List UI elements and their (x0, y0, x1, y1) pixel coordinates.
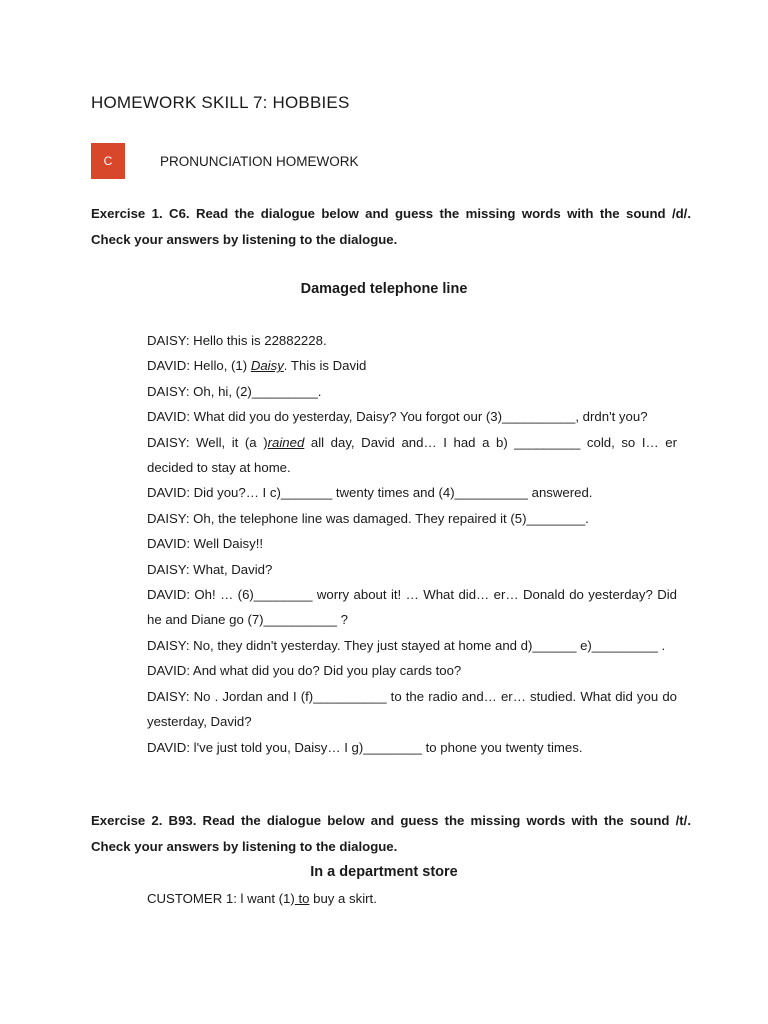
dialogue-line: yesterday, David? (147, 714, 252, 730)
answer-example: to (294, 891, 310, 906)
exercise-1-instructions (91, 201, 691, 253)
dialogue-line: DAISY: No . Jordan and I (f)__________ to the radio and… er… studied. What did you do (147, 688, 677, 704)
dialogue-line: he and Diane go (7)__________ ? (147, 612, 348, 628)
page-title: HOMEWORK SKILL 7: HOBBIES (91, 93, 350, 112)
section-label: PRONUNCIATION HOMEWORK (160, 153, 359, 169)
answer-example: Daisy (250, 358, 284, 374)
dialogue-text: . This is David (283, 358, 367, 374)
dialogue-text: DAISY: Well, it (a ) (147, 434, 268, 450)
dialogue-line: DAISY: What, David? (147, 561, 273, 577)
dialogue-text: all day, David and… I had a b) _________ cold, so I… er (304, 434, 677, 450)
dialogue-line: DAVID: What did you do yesterday, Daisy? You forgot our (3)__________, drdn't you? (147, 409, 648, 425)
dialogue-line (147, 430, 677, 455)
dialogue-line: DAISY: No, they didn't yesterday. They just stayed at home and d)______ e)_________ . (147, 637, 666, 653)
dialogue-1 (147, 328, 677, 760)
exercise-2-line-2: Check your answers by listening to the dialogue. (91, 839, 398, 854)
dialogue-text: DAVID: Hello, (1) (147, 358, 251, 374)
section-header (91, 143, 359, 179)
dialogue-text: buy a skirt. (309, 891, 377, 906)
answer-example: rained (267, 434, 305, 450)
dialogue-line: DAISY: Oh, the telephone line was damaged. They repaired it (5)________. (147, 510, 589, 526)
dialogue-line (147, 886, 677, 911)
exercise-2-instructions (91, 808, 691, 860)
exercise-2-line-1: Exercise 2. B93. Read the dialogue below and guess the missing words with the sound /t/. (91, 813, 691, 828)
dialogue-text: CUSTOMER 1: l want (1) (147, 891, 295, 906)
exercise-1-line-2: Check your answers by listening to the dialogue. (91, 232, 398, 247)
dialogue-line: DAVID: And what did you do? Did you play cards too? (147, 663, 462, 679)
dialogue-1-title: Damaged telephone line (300, 281, 468, 297)
dialogue-line: DAVID: Oh! … (6)________ worry about it! … What did… er… Donald do yesterday? Did (147, 587, 677, 603)
section-badge: C (91, 143, 125, 179)
dialogue-line (147, 353, 677, 378)
dialogue-line: DAVID: l've just told you, Daisy… I g)________ to phone you twenty times. (147, 739, 583, 755)
exercise-1-line-1: Exercise 1. C6. Read the dialogue below and guess the missing words with the sound /d/. (91, 206, 691, 221)
dialogue-line: DAISY: Hello this is 22882228. (147, 333, 327, 348)
dialogue-line: DAVID: Well Daisy!! (147, 536, 264, 552)
dialogue-line: DAISY: Oh, hi, (2)_________. (147, 383, 322, 399)
dialogue-2-title: In a department store (310, 864, 458, 880)
dialogue-line: decided to stay at home. (147, 460, 291, 476)
dialogue-2 (147, 886, 677, 911)
dialogue-line: DAVID: Did you?… I c)_______ twenty times and (4)__________ answered. (147, 485, 593, 501)
